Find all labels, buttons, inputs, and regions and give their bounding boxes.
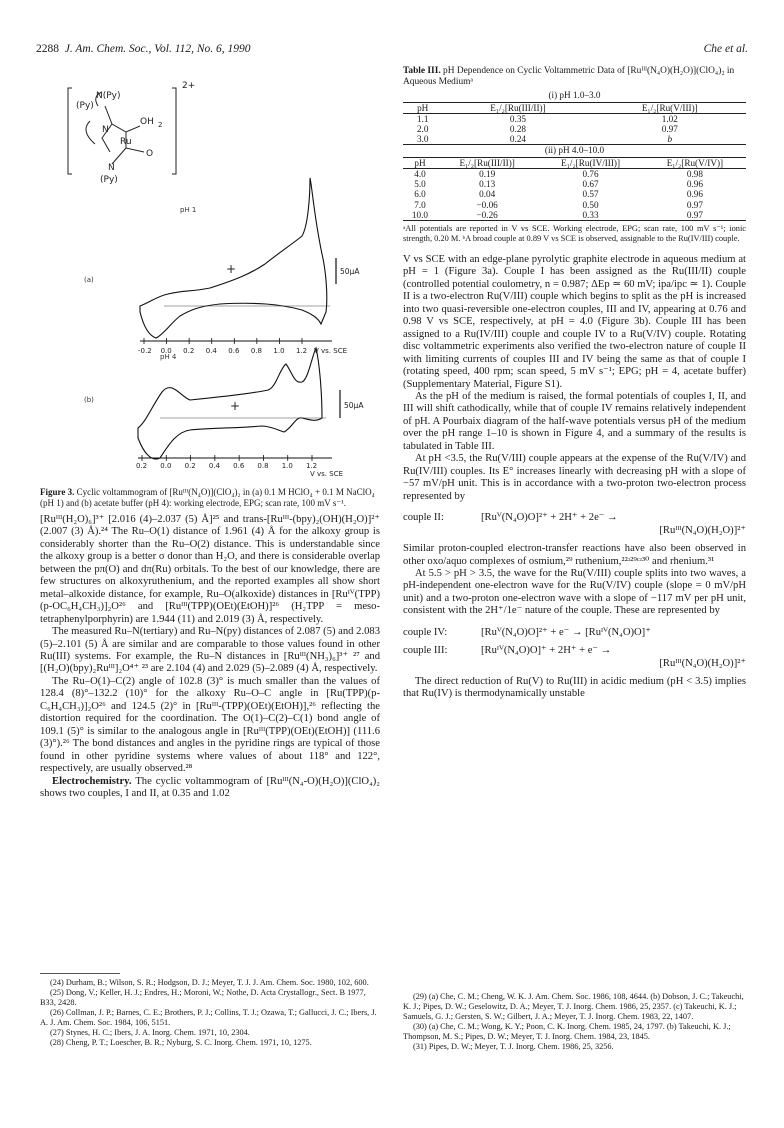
panel-a-tick-label: 1.2 [296,347,308,355]
panel-b-tick-label: 0.4 [208,462,220,470]
struct-label: Ru [120,137,132,147]
table-cell: 0.67 [582,179,599,190]
plus-marker-b: + [230,399,241,413]
reference: (26) Collman, J. P.; Barnes, C. E.; Brothers, P. J.; Collins, T. J.; Ozawa, T.; Gallucci, J. C.; Ibers, J. A. J. Am. Chem. Soc. 1984, 106, 5151. [40,1008,377,1027]
table-cell: b [667,134,673,145]
paragraph-electrochemistry [40,776,380,801]
panel-a-tick-label: 0.0 [160,347,172,355]
axis-unit-a: V vs. SCE [314,347,348,355]
page-number: 2288 [36,43,59,55]
table-cell: 0.50 [582,199,599,210]
table-cell: 3.0 [416,134,429,145]
left-bracket [68,88,72,174]
table-cell: 10.0 [411,209,428,220]
table-cell: 4.0 [414,169,426,180]
complex-charge: 2+ [182,81,196,91]
table-section-1: (i) pH 1.0–3.0 [548,90,601,100]
equation-line: [Ruᴵⱽ(N₄O)O]⁺ + 2H⁺ + e⁻ → [481,644,612,656]
paragraph: As the pH of the medium is raised, the formal potentials of couples I, II, and III will shift cathodically, while that of couple IV remains relatively independent of pH. A Pourbaix diagram of the half-wave potentials versus pH of the medium over the pH range 1–10 is shown in Figure 4, and a summary of the results is tabulated in Table III. [403,391,746,452]
paragraph: The Ru–O(1)–C(2) angle of 102.8 (3)° is much smaller than the values of 128.4 (8)°–132.2 (10)° for the alkoxy Ru–O–C angle in [Ru(TPP)(p-C₆H₄CH₃)]₂O²⁶ and 124.5 (2)° in [Ruᴵᴵᴵ-(TPP)(OEt)(EtOH)],²⁶ reflecting the distortion required for the coordination. The O(1)–C(2)–C(1) bond angle of 109.1 (5)° is similar to the analogous angle in [Ruᴵᴵᴵ(TPP)(OEt)(EtOH)] (111.6 (3)°).²⁶ The bond distances and angles in the pyridine rings are typical of those found in other pyridine systems where values of about 118° and 122°, respectively, are usually observed.²⁸ [40,675,380,775]
panel-a-tick-label: 0.4 [205,347,217,355]
plus-marker-a: + [226,262,237,276]
paragraph: V vs SCE with an edge-plane pyrolytic graphite electrode in aqueous medium at pH = 1 (Figure 3a). Couple I has been assigned as the Ru(III/II) couple (controlled potential coulometry, n = 0.987; ΔEp ≃ 60 mV; ipa/ipc ≃ 1). Couple II is a two-electron Ru(V/III) couple which begins to split as the pH is increased into two quasi-reversible one-electron couples, III and IV, appearing at 0.76 and 0.98 V vs SCE, respectively, at pH = 4.0 (Figure 3b). Couple III has been assigned to a Ru(IV/III) couple and couple IV to a Ru(V/IV) couple. Rotating disc voltammetric experiments also verified the two-electron nature of couple II with limiting currents of couples III and IV being the same as that of couple I (rotating speed, 400 rpm; scan speed, 5 mV s⁻¹; EPG; pH = 4, acetate buffer) (Supplementary Material, Figure S1). [403,254,746,390]
panel-b-tick-label: 1.2 [306,462,318,470]
axis-unit-b: V vs. SCE [310,470,344,478]
table-section-2: (ii) pH 4.0–10.0 [544,145,605,156]
equation-couple-II [403,511,746,537]
figure-caption-label: Figure 3. [40,487,75,497]
column-header: pH [417,102,429,113]
cyclic-voltammogram-figure [40,66,380,478]
table-row [403,179,746,189]
table-cell: 0.97 [661,123,678,134]
right-body [403,254,746,701]
table-cell: 0.97 [686,209,703,220]
bond-1 [105,106,140,132]
running-authors: Che et al. [703,43,748,55]
table-row [403,169,746,180]
column-header: E₁/₂[Ru(III/II)] [490,102,546,113]
equation-line: [Ruⱽ(N₄O)O]²⁺ + 2H⁺ + 2e⁻ → [481,512,618,524]
reference: (24) Durham, B.; Wilson, S. R.; Hodgson, D. J.; Meyer, T. J. J. Am. Chem. Soc. 1980, 102, 600. [50,978,369,987]
struct-label: (Py) [100,175,118,185]
panel-b-tick-label: 0.2 [184,462,196,470]
left-body [40,514,380,800]
struct-label: (Py) [76,101,94,111]
table-cell: −0.06 [476,199,498,210]
paragraph-text: The cyclic voltammogram of [Ruᴵᴵᴵ(N₄-O)(H₂O)](ClO₄)₂ shows two couples, I and II, at 0.35 and 1.02 [40,775,380,799]
panel-a-label: (a) [84,276,94,284]
table-cell: 0.04 [479,189,496,200]
table-cell: 6.0 [414,189,426,200]
panel-a-tick-label: -0.2 [138,347,152,355]
journal-citation: J. Am. Chem. Soc., Vol. 112, No. 6, 1990 [64,43,251,55]
table-cell: 1.1 [416,113,429,124]
reference: (30) (a) Che, C. M.; Wong, K. Y.; Poon, C. K. Inorg. Chem. 1985, 24, 1797. (b) Takeuchi, K. J.; Thompson, M. S.; Pipes, D. W.; Meyer, T. J. Inorg. Chem. 1984, 23, 1845. [403,1022,731,1041]
panel-a-condition: pH 1 [180,206,197,214]
struct-label: O [146,149,154,159]
section-heading: Electrochemistry. [52,775,132,787]
footnote-rule-left [40,973,120,974]
column-header: E₁/₂[Ru(V/IV)] [666,157,724,168]
equation-line: [Ruᴵᴵᴵ(N₄O)(H₂O)]²⁺ [659,525,746,537]
table-cell: 1.02 [661,113,678,124]
table-cell: −0.26 [476,209,498,220]
struct-label: OH [140,117,154,127]
panel-b-tick-label: 0.6 [233,462,245,470]
table-cell: 0.28 [509,123,526,134]
paragraph: At 5.5 > pH > 3.5, the wave for the Ru(V/III) couple splits into two waves, a pH-independent one-electron wave for the Ru(V/IV) couple (slope = 0 mV/pH unit) and a two-proton one-electron wave with a slope of −117 mV per pH unit, consistent with the 2H⁺/1e⁻ nature of the couple. These are represented by [403,568,746,617]
table-cell: 0.33 [582,209,599,220]
figure-3 [40,66,380,508]
table-cell: 0.97 [686,199,703,210]
table-cell: 0.13 [479,179,496,190]
panel-a-tick-label: 1.0 [273,347,285,355]
paragraph: [Ruᴵᴵᴵ(H₂O)₆]³⁺ [2.016 (4)–2.037 (5) Å]²⁵ and trans-[Ruᴵᴵᴵ-(bpy)₂(OH)(H₂O)]²⁺ (2.007 (3) Å).²⁴ The Ru–O(1) distance of 1.961 (4) Å for the alkoxy group is considerably shorter than the Ru–O(2) distance. This is understandable since the alkoxy group is a better σ donor than H₂O, and there is considerable overlap between the pπ(O) and dπ(Ru) orbitals. To the best of our knowledge, there are few structures on alkoxyruthenium, and the reported examples all show short metal–alkoxide distance, for example, Ru–O(alkoxide) distances in [Ruᴵⱽ(TPP)(p-OC₆H₄CH₃)]₂O²⁶ and [Ruᴵᴵᴵ(TPP)(OEt)(EtOH)]²⁶ (H₂TPP = meso-tetraphenylporphyrin) are 1.944 (11) and 2.019 (3) Å, respectively. [40,514,380,625]
paragraph: The measured Ru–N(tertiary) and Ru–N(py) distances of 2.087 (5) and 2.083 (5)–2.101 (5) Å are similar and are comparable to those values found in other Ru(III) systems. For example, the Ru–N distances in [Ruᴵᴵᴵ(NH₃)₆]³⁺ ²⁷ and [(H₂O)(bpy)₂Ruᴵᴵᴵ]₂O⁴⁺ ²³ are 2.104 (4) and 2.029 (5)–2.089 (4) Å, respectively. [40,626,380,675]
column-header: E₁/₂[Ru(V/III)] [641,102,698,113]
paragraph: The direct reduction of Ru(V) to Ru(III) in acidic medium (pH < 3.5) implies that Ru(IV) is thermodynamically unstable [403,675,746,700]
reference: (31) Pipes, D. W.; Meyer, T. J. Inorg. Chem. 1986, 25, 3256. [413,1042,614,1051]
paragraph: Similar proton-coupled electron-transfer reactions have also been observed in other oxo/aquo complexes of osmium,²⁹ ruthenium,²²ʴ²⁹ᶜʴ³⁰ and rhenium.³¹ [403,543,746,567]
equation-couple-IV [403,626,746,640]
table-row [403,189,746,199]
struct-label: N [102,125,109,135]
right-column [403,66,746,701]
table-row [403,124,746,134]
table-cell: 0.76 [582,169,599,180]
struct-label: N(Py) [96,91,121,101]
table-title-text: pH Dependence on Cyclic Voltammetric Data of [Ruᴵᴵᴵ(N₄O)(H₂O)](ClO₄)₂ in Aqueous Mediumᵃ [403,66,735,87]
reference: (27) Stynes, H. C.; Ibers, J. A. Inorg. Chem. 1971, 10, 2304. [50,1028,250,1037]
equation-couple-III [403,644,746,670]
table-cell: 0.24 [509,134,526,145]
panel-b-label: (b) [84,396,94,404]
figure-caption [40,487,380,508]
table-footnote: ᵃAll potentials are reported in V vs SCE. Working electrode, EPG; scan rate, 100 mV s⁻¹; ionic strength, 0.20 M. ᵇA broad couple at 0.89 V vs SCE is observed, assignable to the Ru(IV/III) couple. [403,224,746,244]
panel-a-tick-label: 0.6 [228,347,240,355]
struct-label: 2 [158,121,163,129]
column-header: E₁/₂[Ru(IV/III)] [561,157,621,168]
reference: (29) (a) Che, C. M.; Cheng, W. K. J. Am. Chem. Soc. 1986, 108, 4644. (b) Dobson, J. C.; Takeuchi, K. J.; Pipes, D. W.; Geselowitz, D. A.; Meyer, T. J. Inorg. Chem. 1986, 25, 2357. (c) Takeuchi, K. J.; Samuels, G. J.; Gersten, S. W.; Gilbert, J. A.; Meyer, T. J. Inorg. Chem. 1983, 22, 1407. [403,992,744,1021]
equation-line: [Ruᴵᴵᴵ(N₄O)(H₂O)]²⁺ [659,657,746,669]
panel-b-tick-label: 0.0 [160,462,172,470]
column-header: pH [414,157,426,168]
struct-label: N [108,163,115,173]
table-cell: 0.57 [582,189,599,200]
table-cell: 0.19 [479,169,496,180]
table-part-1 [403,102,746,146]
running-header [36,43,748,59]
table-cell: 5.0 [414,179,426,190]
table-cell: 2.0 [416,123,429,134]
panel-b-condition: pH 4 [160,353,177,361]
table-row [403,200,746,210]
table-label: Table III. [403,66,441,76]
table-cell: 7.0 [414,199,426,210]
references-right [403,992,746,1052]
panel-b-tick-label: 0.8 [257,462,269,470]
left-column [40,66,380,800]
table-cell: 0.98 [686,169,703,180]
table-row [403,210,746,221]
voltammogram-trace-a [140,178,327,338]
reference: (28) Cheng, P. T.; Loescher, B. R.; Nyburg, S. C. Inorg. Chem. 1971, 10, 1275. [50,1038,312,1047]
equation-label: couple IV: [403,626,448,638]
table-row [403,113,746,124]
panel-a-tick-label: 0.8 [250,347,262,355]
panel-a-tick-label: 0.2 [183,347,195,355]
table-cell: 0.96 [686,189,703,200]
table-part-2 [403,157,746,221]
figure-caption-text: Cyclic voltammogram of [Ruᴵᴵᴵ(N₄O)](ClO₄)₂ in (a) 0.1 M HClO₄ + 0.1 M NaClO₄ (pH 1) and (b) acetate buffer (pH 4): working electrode, EPG; scan rate, 100 mV s⁻¹. [40,487,375,508]
table-row [403,134,746,145]
bond-4 [112,148,126,164]
equation-label: couple II: [403,512,444,524]
table-cell: 0.96 [686,179,703,190]
panel-b-tick-label: 0.2 [136,462,148,470]
table-title [403,66,746,88]
reference: (25) Dong, V.; Keller, H. J.; Endres, H.; Moroni, W.; Nothe, D. Acta Crystallogr., Sect. B 1977, B33, 2428. [40,988,366,1007]
references-left [40,978,380,1048]
table-cell: 0.35 [509,113,526,124]
scale-label-a: 50µA [340,267,360,276]
column-header: E₁/₂[Ru(III/II)] [459,157,515,168]
paragraph: At pH <3.5, the Ru(V/III) couple appears at the expense of the Ru(V/IV) and Ru(IV/III) couples. Its E° increases linearly with decreasing pH with a slope of −57 mV/pH unit. This is in accordance with a two-proton two-electron process represented by [403,453,746,502]
panel-a [84,178,360,355]
scale-label-b: 50µA [344,401,364,410]
panel-b [84,348,364,478]
right-bracket [172,88,176,174]
panel-b-tick-label: 1.0 [281,462,293,470]
equation-line: [Ruⱽ(N₄O)O]²⁺ + e⁻ → [Ruᴵⱽ(N₄O)O]⁺ [481,626,651,638]
equation-label: couple III: [403,644,448,656]
bond-arc-1 [86,121,95,144]
